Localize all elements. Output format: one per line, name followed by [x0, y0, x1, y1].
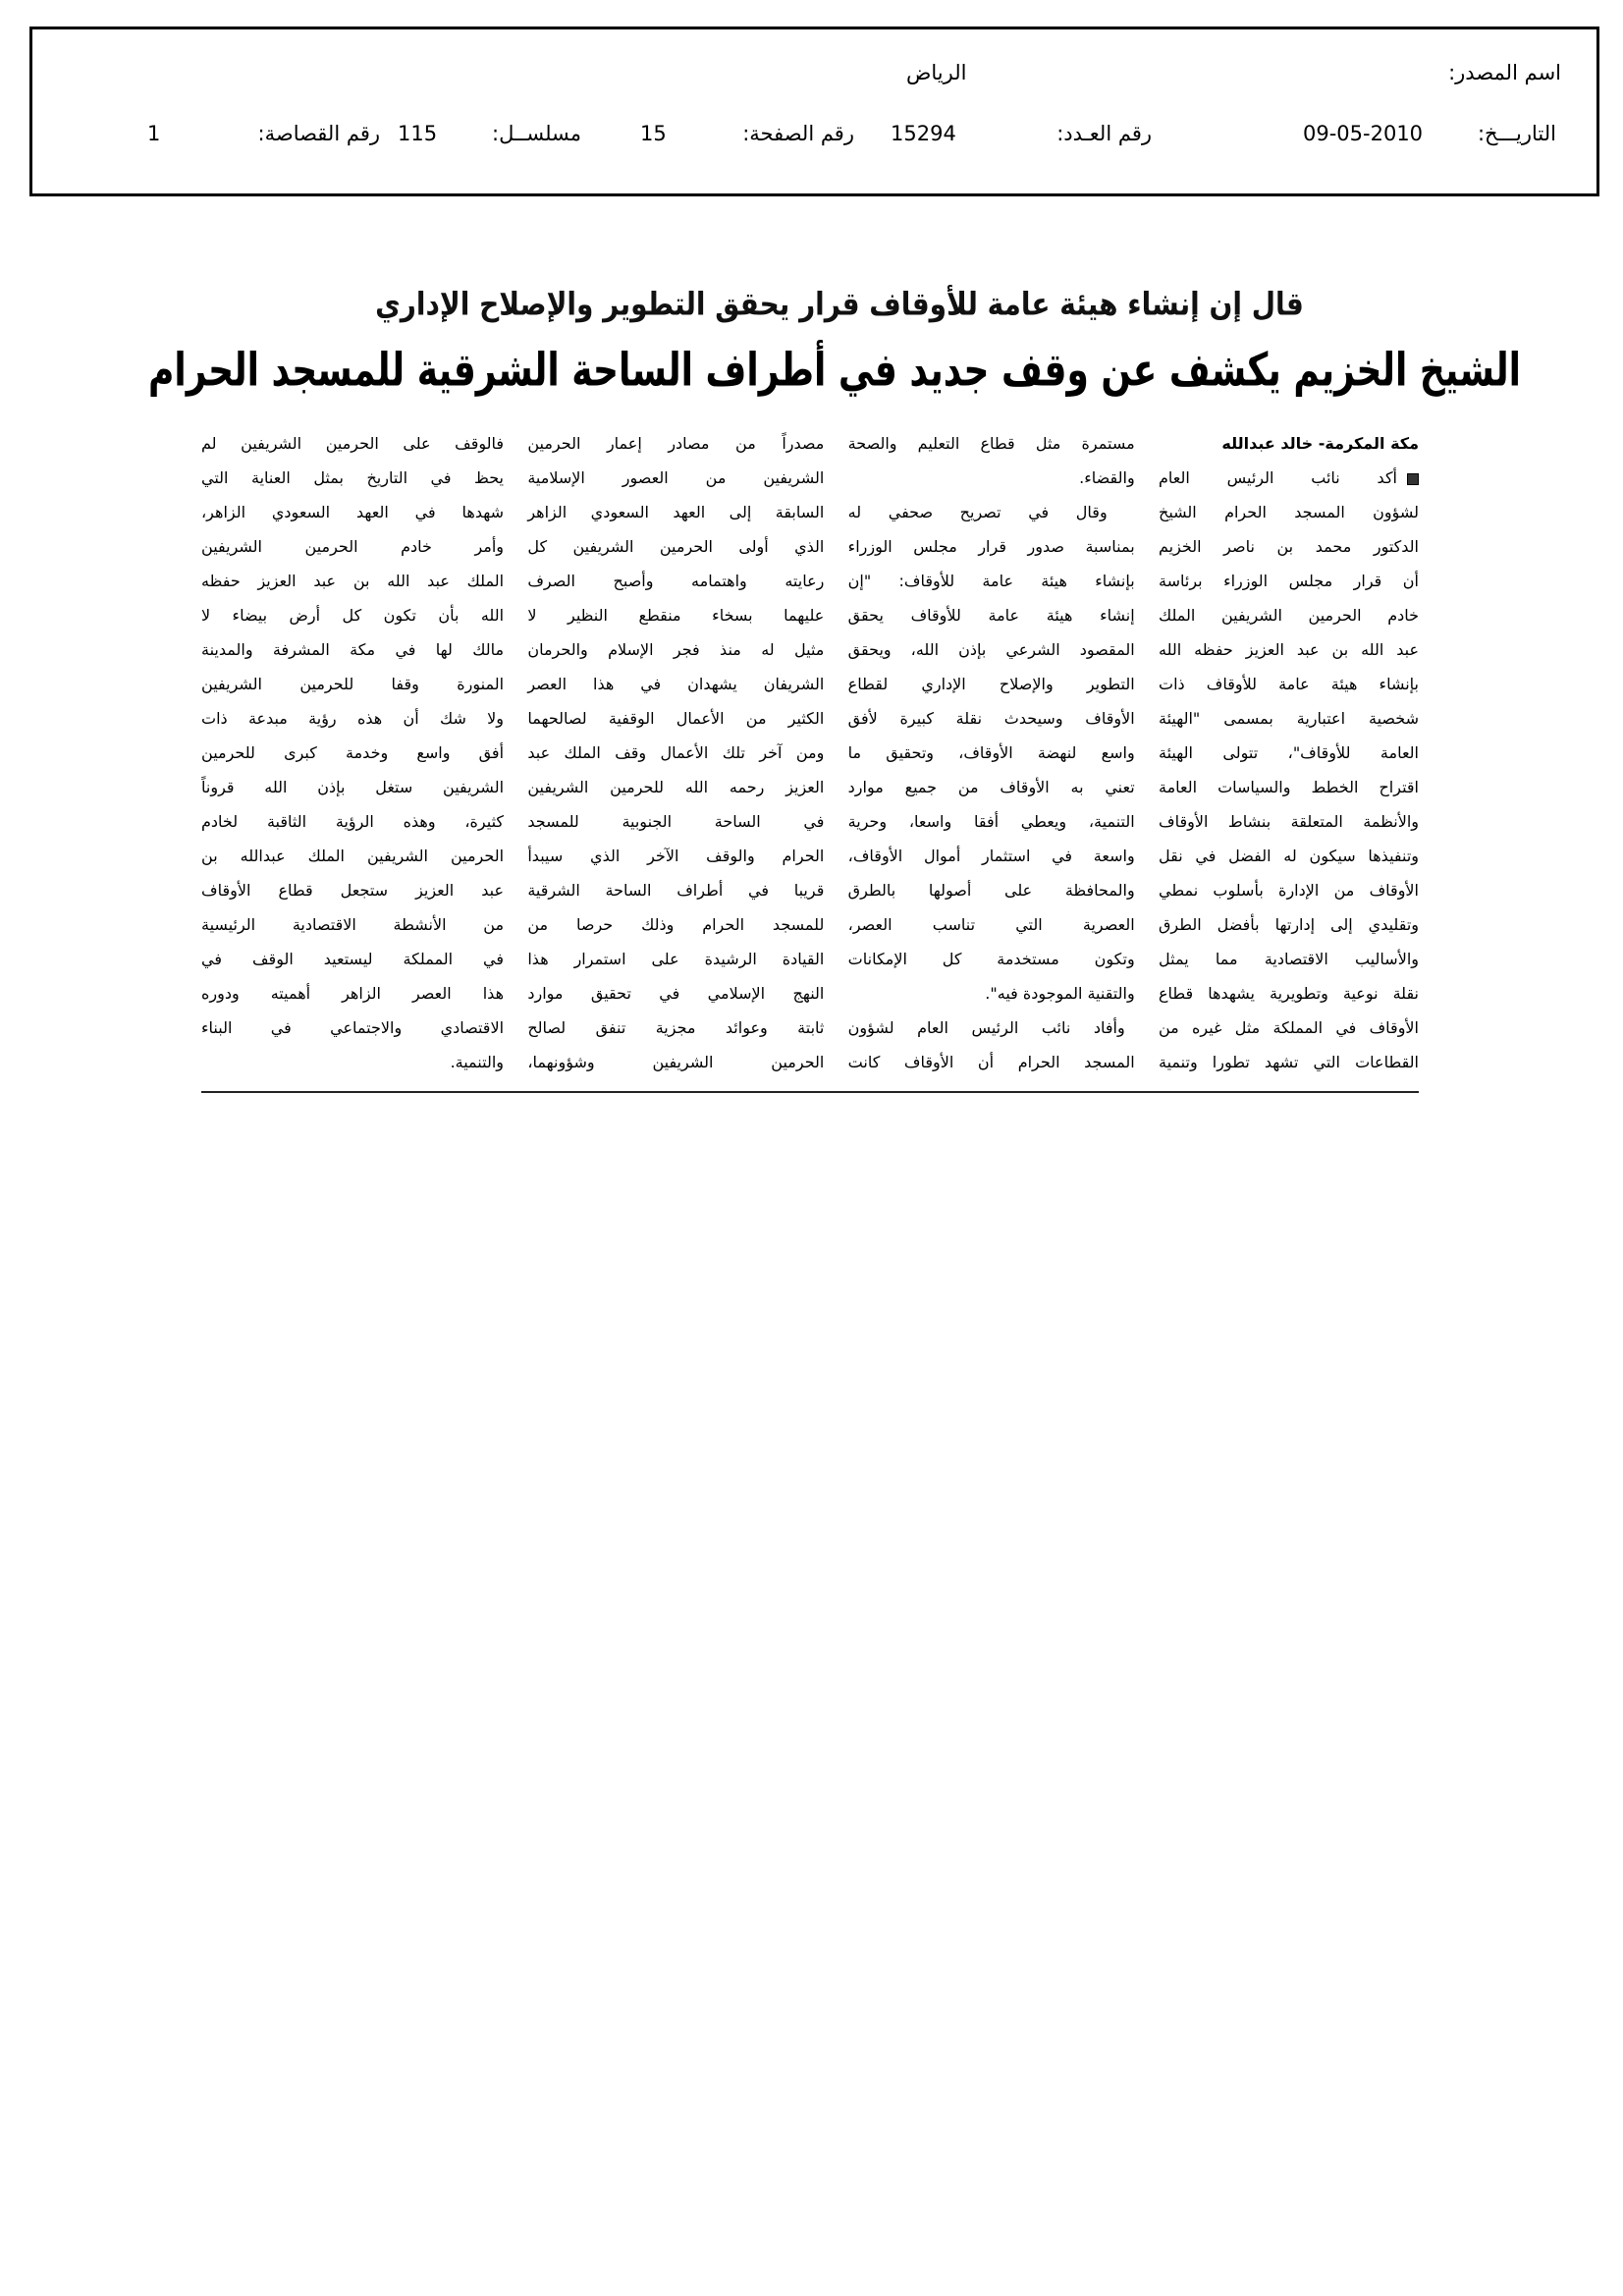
serial-label: مسلســل:: [492, 122, 581, 145]
article-line: بإنشاء هيئة عامة للأوقاف ذات: [1159, 675, 1419, 693]
article-line-text: أكد نائب الرئيس العام: [1159, 468, 1397, 487]
article-line: القيادة الرشيدة على استمرار هذا: [527, 950, 825, 968]
article-line: أفق واسع وخدمة كبرى للحرمين: [201, 743, 505, 762]
article-line: للمسجد الحرام وذلك حرصا من: [527, 915, 825, 934]
article-line: [1159, 461, 1419, 495]
article-line: تعني به الأوقاف من جميع موارد: [847, 778, 1135, 796]
date-value: 09-05-2010: [1303, 122, 1424, 145]
article-line: والتقنية الموجودة فيه".: [985, 984, 1135, 1003]
article-line: وقال في تصريح صحفي له: [847, 503, 1108, 521]
article-line: هذا العصر الزاهر أهميته ودوره: [201, 984, 505, 1003]
article-kicker-text: قال إن إنشاء هيئة عامة للأوقاف قرار يحقق التطوير والإصلاح الإداري: [375, 285, 1304, 323]
article-line: مستمرة مثل قطاع التعليم والصحة: [847, 434, 1135, 453]
article-column-2: [848, 426, 1135, 1079]
article-line: كثيرة، وهذه الرؤية الثاقبة لخادم: [201, 812, 505, 831]
article-line: نقلة نوعية وتطويرية يشهدها قطاع: [1159, 984, 1419, 1003]
clip-number-value: 1: [147, 122, 161, 145]
article-line: العصرية التي تناسب العصر،: [847, 915, 1135, 934]
article-line: العامة للأوقاف"، تتولى الهيئة: [1159, 743, 1419, 762]
issue-value: 15294: [891, 122, 956, 145]
article-line: مالك لها في مكة المشرفة والمدينة: [201, 640, 505, 659]
source-label: اسم المصدر:: [1448, 61, 1561, 84]
article-line: العزيز رحمه الله للحرمين الشريفين: [527, 778, 825, 796]
issue-label: رقم العـدد:: [1056, 122, 1152, 145]
article-column-4: [201, 426, 504, 1079]
article-line: الاقتصادي والاجتماعي في البناء: [201, 1018, 505, 1037]
article-line: الحرام والوقف الآخر الذي سيبدأ: [527, 847, 825, 865]
article-line: مصدراً من مصادر إعمار الحرمين: [527, 434, 825, 453]
article-line: ولا شك أن هذه رؤية مبدعة ذات: [201, 709, 505, 728]
article-line: الشريفين من العصور الإسلامية: [527, 468, 825, 487]
article-line: الملك عبد الله بن عبد العزيز حفظه: [201, 572, 505, 590]
article-line: مثيل له منذ فجر الإسلام والحرمان: [527, 640, 825, 659]
article-line: الذي أولى الحرمين الشريفين كل: [527, 537, 825, 556]
article-line: والأساليب الاقتصادية مما يمثل: [1159, 950, 1419, 968]
article-line: واسع لنهضة الأوقاف، وتحقيق ما: [847, 743, 1135, 762]
article-headline-text: الشيخ الخزيم يكشف عن وقف جديد في أطراف الساحة الشرقية للمسجد الحرام: [148, 344, 1521, 397]
article-column-3: [527, 426, 824, 1079]
article-line: أن قرار مجلس الوزراء برئاسة: [1159, 572, 1419, 590]
article-line: الحرمين الشريفين الملك عبدالله بن: [201, 847, 505, 865]
article-line: الله بأن تكون كل أرض بيضاء لا: [201, 606, 505, 625]
article-line: المسجد الحرام أن الأوقاف كانت: [847, 1053, 1135, 1071]
article-line: السابقة إلى العهد السعودي الزاهر: [527, 503, 825, 521]
article-line: وتقليدي إلى إدارتها بأفضل الطرق: [1159, 915, 1419, 934]
article-line: بمناسبة صدور قرار مجلس الوزراء: [847, 537, 1135, 556]
article-line: عليهما بسخاء منقطع النظير لا: [527, 606, 825, 625]
clipping-info-box: [29, 27, 1599, 196]
article-line: الدكتور محمد بن ناصر الخزيم: [1159, 537, 1419, 556]
article-line: وأمر خادم الحرمين الشريفين: [201, 537, 505, 556]
article-line: والتنمية.: [450, 1053, 505, 1071]
article-line: عبد الله بن عبد العزيز حفظه الله: [1159, 640, 1419, 659]
article-line: النهج الإسلامي في تحقيق موارد: [527, 984, 825, 1003]
article-line: من الأنشطة الاقتصادية الرئيسية: [201, 915, 505, 934]
article-line: التطوير والإصلاح الإداري لقطاع: [847, 675, 1135, 693]
article-line: الشريفان يشهدان في هذا العصر: [527, 675, 825, 693]
article-line: قريبا في أطراف الساحة الشرقية: [527, 881, 825, 900]
article-body: [201, 426, 1419, 1093]
article-line: واسعة في استثمار أموال الأوقاف،: [847, 847, 1135, 865]
article-line: ثابتة وعوائد مجزية تنفق لصالح: [527, 1018, 825, 1037]
article-line: الأوقاف من الإدارة بأسلوب نمطي: [1159, 881, 1419, 900]
article-line: والقضاء.: [1079, 468, 1135, 487]
dateline: مكة المكرمة- خالد عبدالله: [1221, 434, 1419, 453]
article-line: وتنفيذها سيكون له الفضل في نقل: [1159, 847, 1419, 865]
article-line: فالوقف على الحرمين الشريفين لم: [201, 434, 505, 453]
article-line: لشؤون المسجد الحرام الشيخ: [1159, 503, 1419, 521]
serial-value: 115: [398, 122, 438, 145]
article-line: شخصية اعتبارية بمسمى "الهيئة: [1159, 709, 1419, 728]
article-line: اقتراح الخطط والسياسات العامة: [1159, 778, 1419, 796]
article-line: القطاعات التي تشهد تطورا وتنمية: [1159, 1053, 1419, 1071]
article-line: يحظ في التاريخ بمثل العناية التي: [201, 468, 505, 487]
article-headline: [98, 330, 1571, 412]
article-line: المنورة وقفا للحرمين الشريفين: [201, 675, 505, 693]
article-line: عبد العزيز ستجعل قطاع الأوقاف: [201, 881, 505, 900]
article-line: في الساحة الجنوبية للمسجد: [527, 812, 825, 831]
article-line: بإنشاء هيئة عامة للأوقاف: "إن: [847, 572, 1135, 590]
article-line: الكثير من الأعمال الوقفية لصالحهما: [527, 709, 825, 728]
article-line: ومن آخر تلك الأعمال وقف الملك عبد: [527, 743, 825, 762]
article-line: الأوقاف في المملكة مثل غيره من: [1159, 1018, 1419, 1037]
article-line: الحرمين الشريفين وشؤونهما،: [527, 1053, 825, 1071]
article-line: في المملكة ليستعيد الوقف في: [201, 950, 505, 968]
article-bottom-rule: [201, 1091, 1419, 1093]
article-column-1: [1159, 426, 1419, 1079]
article-line: رعايته واهتمامه وأصبح الصرف: [527, 572, 825, 590]
article-line: التنمية، ويعطي أفقا واسعا، وحرية: [847, 812, 1135, 831]
page-number-label: رقم الصفحة:: [742, 122, 854, 145]
article-line: والمحافظة على أصولها بالطرق: [847, 881, 1135, 900]
article-line: خادم الحرمين الشريفين الملك: [1159, 606, 1419, 625]
article-line: وأفاد نائب الرئيس العام لشؤون: [847, 1018, 1125, 1037]
article-line: الأوقاف وسيحدث نقلة كبيرة لأفق: [847, 709, 1135, 728]
article-line: شهدها في العهد السعودي الزاهر،: [201, 503, 505, 521]
article-line: الشريفين ستغل بإذن الله قروناً: [201, 778, 505, 796]
clip-number-label: رقم القصاصة:: [257, 122, 380, 145]
article-line: إنشاء هيئة عامة للأوقاف يحقق: [847, 606, 1135, 625]
article-columns: [201, 426, 1419, 1079]
source-value: الرياض: [906, 61, 967, 84]
article-line: والأنظمة المتعلقة بنشاط الأوقاف: [1159, 812, 1419, 831]
date-label: التاريـــخ:: [1477, 122, 1556, 145]
square-bullet-icon: [1407, 473, 1419, 485]
article-line: وتكون مستخدمة كل الإمكانات: [847, 950, 1135, 968]
page-number-value: 15: [640, 122, 667, 145]
article-line: المقصود الشرعي بإذن الله، ويحقق: [847, 640, 1135, 659]
